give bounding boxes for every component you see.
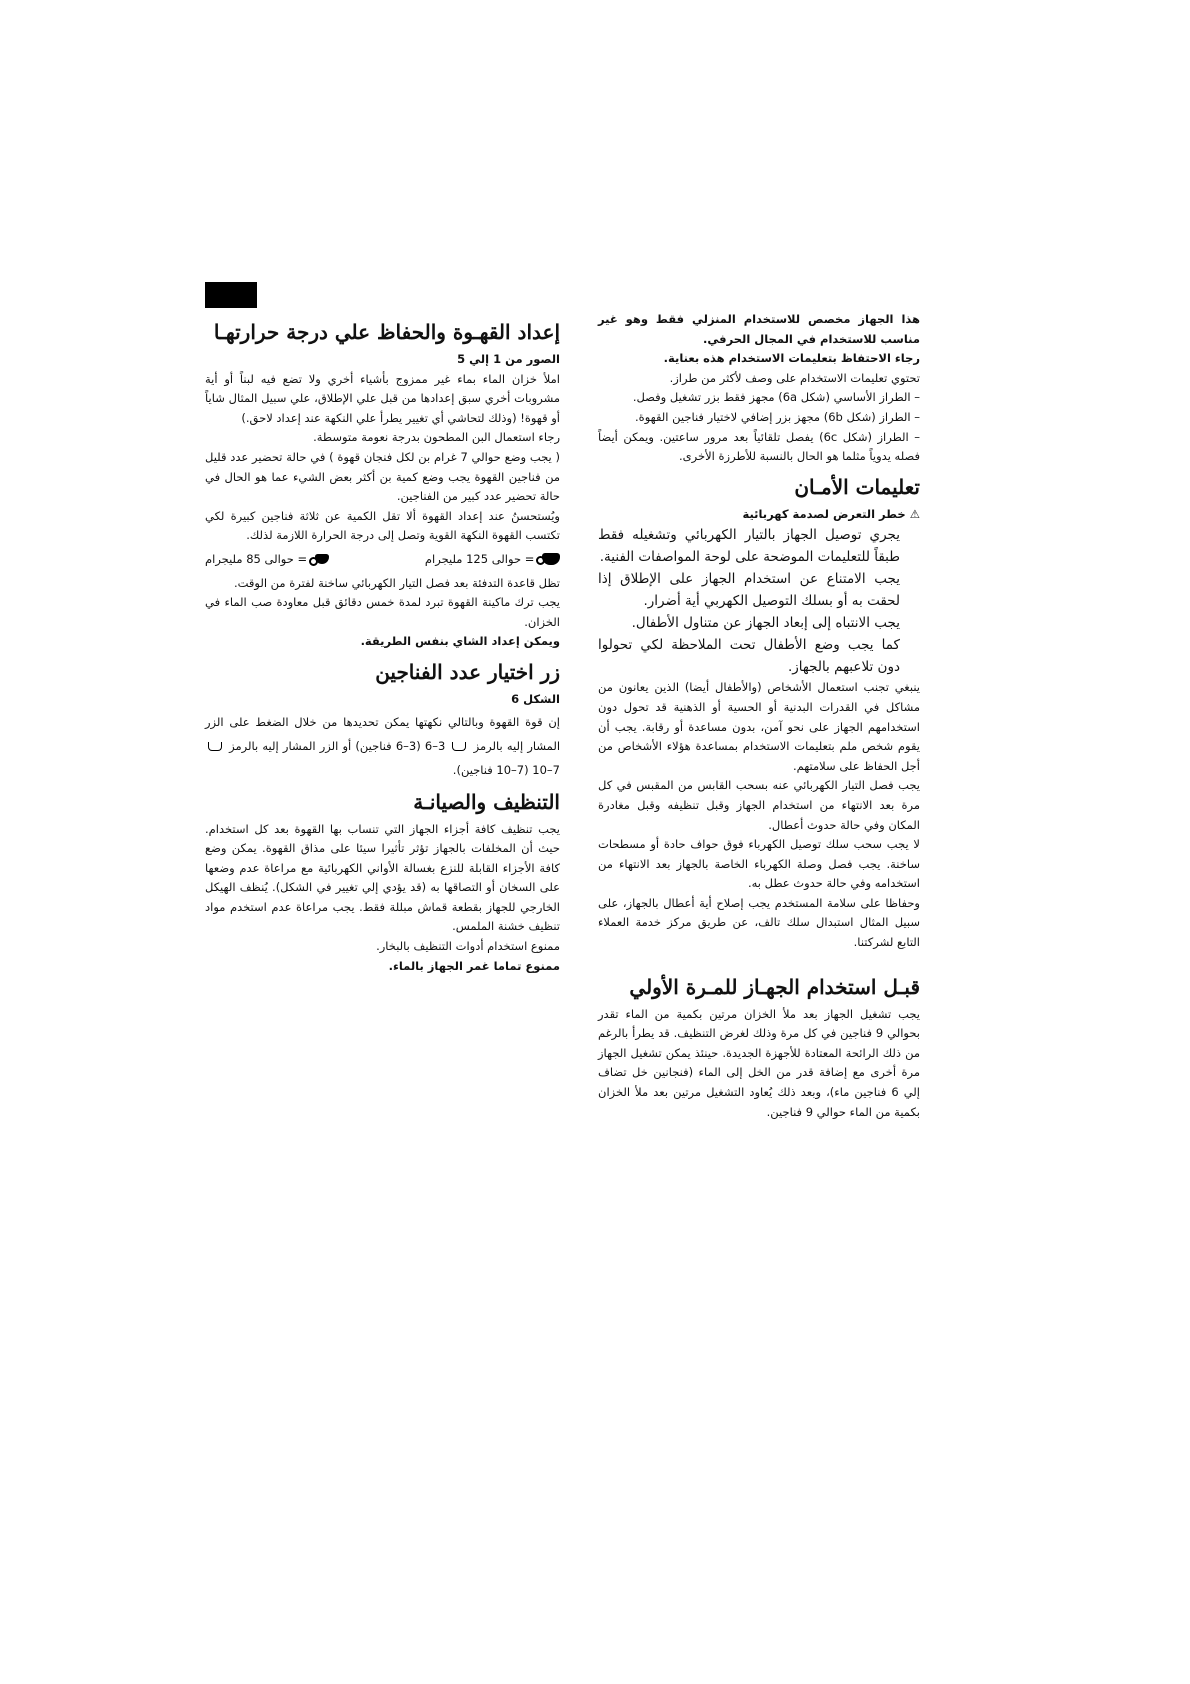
cleaning-paragraph: يجب تنظيف كافة أجزاء الجهاز التي تنساب بها القهوة بعد كل استخدام. حيث أن المخلفات بالجهاز تؤثر تأثيرا سيئا على مذاق القهوة. يمكن وضع كافة الأجزاء القابلة للنزع بغسالة الأواني الكهربائية مع مراعاة عدم وضعها على السخان أو التصاقها به (قد يؤدي إلي تغيير في الشكل). يُنظف الهيكل الخارجي للجهاز بقطعة قماش مبللة فقط. يجب مراعاة عدم استخدم مواد تنظيف خشنة الملمس. <box>205 821 560 934</box>
safety-paragraph: لا يجب سحب سلك توصيل الكهرباء فوق حواف حادة أو مسطحات ساخنة. يجب فصل وصلة الكهرباء الخاصة بالجهاز بعد الانتهاء من استخدامه وفي حالة حدوث عطل به. <box>598 837 920 891</box>
keep-instructions-note: رجاء الاحتفاظ بتعليمات الاستخدام هذه بعناية. <box>663 351 920 366</box>
safety-paragraph: ينبغي تجنب استعمال الأشخاص (والأطفال أيضا) الذين يعانون من مشاكل في القدرات البدنية أو الحسية أو الذهنية قد تحول دون استخدامهم الجهاز على نحو آمن، بدون مساعدة أو رقابة. يجب أن يقوم شخص ملم بتعليمات الاستخدام بمساعدة هؤلاء الأشخاص من أجل الحفاظ على سلامتهم. <box>598 680 920 773</box>
household-use-note: هذا الجهاز مخصص للاستخدام المنزلي فقط وهو غير مناسب للاستخدام في المجال الحرفي. <box>598 312 920 346</box>
first-use-text: يجب تشغيل الجهاز بعد ملأ الخزان مرتين بكمية من الماء تقدر بحوالي 9 فناجين في كل مرة وذلك لغرض التنظيف. قد يطرأ بالرغم من ذلك الرائحة المعتادة للأجهزة الجديدة. حينئذ يمكن تشغيل الجهاز مرة أخرى مع إضافة قدر من الخل إلى الماء (فنجانين خل تضاف إلي 6 فناجين ماء)، وبعد ذلك يُعاود التشغيل مرتين بعد ملأ الخزان بكمية من الماء حوالي 9 فناجين. <box>598 1006 920 1119</box>
safety-paragraph: وحفاظا على سلامة المستخدم يجب إصلاح أية أعطال بالجهاز، على سبيل المثال استبدال سلك تالف، عن طريق مركز خدمة العملاء التابع لشركتنا. <box>598 895 920 950</box>
model-b: – الطراز (شكل 6b) مجهز بزر إضافي لاختيار فناجين القهوة. <box>635 409 920 424</box>
cups-option-7-10: 7–10 (7–10 فناجين). <box>452 762 560 777</box>
left-column <box>205 318 560 976</box>
brew-paragraph: تظل قاعدة التدفئة بعد فصل التيار الكهربائي ساخنة لفترة من الوقت. <box>233 575 560 590</box>
safety-main-list <box>598 524 920 678</box>
cups-heading: زر اختيار عدد الفناجين <box>375 659 560 684</box>
steaming-cup-icon <box>208 742 222 751</box>
page-marker-block <box>205 282 257 308</box>
large-cup-icon <box>542 553 560 565</box>
warning-triangle-icon: ⚠ <box>909 506 920 521</box>
safety-heading: تعليمات الأمـان <box>794 474 920 499</box>
safety-item: يجب الامتناع عن استخدام الجهاز على الإطلاق إذا لحقت به أو بسلك التوصيل الكهربي أية أضرار. <box>598 571 900 610</box>
safety-item: يجب الانتباه إلى إبعاد الجهاز عن متناول الأطفال. <box>631 615 900 632</box>
small-cup-icon <box>315 554 329 564</box>
brew-paragraph: املأ خزان الماء بماء غير ممزوج بأشياء أخري ولا تضع فيه لبناً أو أية مشروبات أخري سبق إعدادها من قبل علي الإطلاق، علي سبيل المثال شاياً أو قهوة! (وذلك لتحاشي أي تغيير يطرأ علي النكهة عند إعداد لاحق.) <box>205 371 560 425</box>
brew-paragraph: رجاء استعمال البن المطحون بدرجة نعومة متوسطة. <box>313 430 560 445</box>
cleaning-immersion-warning: ممنوع تماما غمر الجهاز بالماء. <box>388 958 560 973</box>
model-c: – الطراز (شكل 6c) يفصل تلقائياً بعد مرور ساعتين. ويمكن أيضاً فصله يدوياً مثلما هو الحال بالنسبة للأطرزة الأخرى. <box>598 429 920 464</box>
brew-paragraph: ( يجب وضع حوالي 7 غرام بن لكل فنجان قهوة ) في حالة تحضير عدد قليل من فناجين القهوة يجب وضع كمية بن أكثر بعض الشيء عما هو الحال في حالة تحضير عدد كبير من الفناجين. <box>205 449 560 504</box>
safety-item: كما يجب وضع الأطفال تحت الملاحظة لكي تحولوا دون تلاعبهم بالجهاز. <box>598 637 900 676</box>
cup-sizes <box>205 546 560 574</box>
tea-note: ويمكن إعداد الشاي بنفس الطريقة. <box>360 634 560 649</box>
cups-paragraph <box>205 710 560 782</box>
cups-text: إن قوة القهوة وبالتالي نكهتها يمكن تحديدها من خلال الضغط على الزر المشار إليه بالرمز <box>205 714 561 753</box>
models-intro: تحتوي تعليمات الاستخدام على وصف لأكثر من طراز. <box>669 370 920 385</box>
warning-label: خطر التعرض لصدمة كهربائية <box>742 506 906 521</box>
safety-paragraph: يجب فصل التيار الكهربائي عنه بسحب القابس من المقبس في كل مرة بعد الانتهاء من استخدام الجهاز وقبل تنظيفه وقبل مغادرة المكان وفي حالة حدوث أعطال. <box>598 778 920 832</box>
steaming-cup-icon <box>452 742 466 751</box>
small-cup-size: = حوالى 85 مليجرام <box>205 551 308 566</box>
cleaning-heading: التنظيف والصيانـة <box>413 789 560 814</box>
brew-paragraph: يجب ترك ماكينة القهوة تبرد لمدة خمس دقائق قبل معاودة صب الماء في الخزان. <box>205 595 560 629</box>
brew-heading: إعداد القهـوة والحفاظ علي درجة حرارتهـا <box>213 320 560 344</box>
cleaning-steam-note: ممنوع استخدام أدوات التنظيف بالبخار. <box>376 939 560 954</box>
first-use-heading: قبـل استخدام الجهـاز للمـرة الأولي <box>629 974 920 999</box>
safety-item: يجري توصيل الجهاز بالتيار الكهربائي وتشغيله فقط طبقاً للتعليمات الموضحة على لوحة المواصفات الفنية. <box>598 527 900 566</box>
brew-paragraph: ويُستحسنُ عند إعداد القهوة ألا تقل الكمية عن ثلاثة فناجين كبيرة لكي تكتسب القهوة النكهة القوية وتصل إلى درجة الحرارة اللازمة لذلك. <box>205 508 560 543</box>
brew-figures: الصور من 1 إلي 5 <box>457 352 560 366</box>
right-column <box>598 310 920 1122</box>
model-a: – الطراز الأساسي (شكل 6a) مجهز فقط بزر تشغيل وفصل. <box>632 390 920 405</box>
cups-figure: الشكل 6 <box>511 691 560 706</box>
cups-option-3-6: 3–6 (3–6 فناجين) أو الزر المشار إليه بالرمز <box>229 738 446 753</box>
large-cup-size: = حوالى 125 مليجرام <box>424 551 535 566</box>
